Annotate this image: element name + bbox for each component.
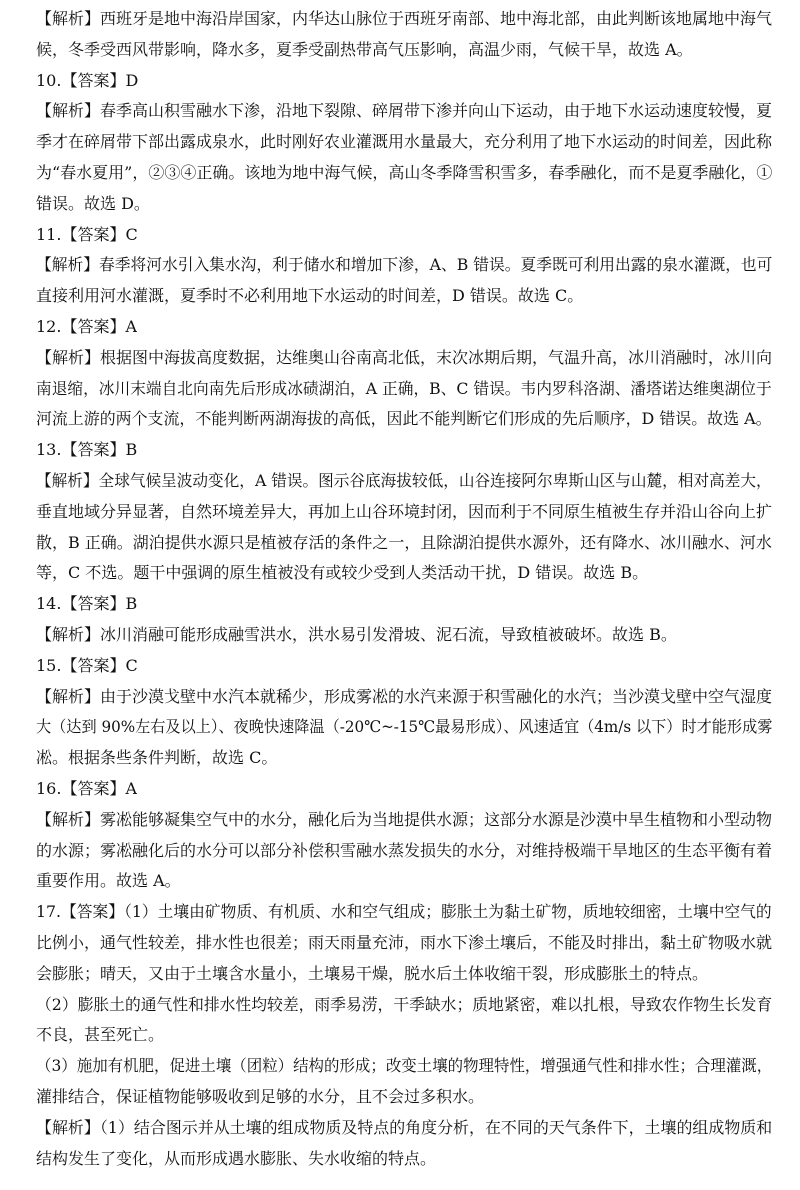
text-line: 16.【答案】A	[36, 779, 138, 798]
text-line: （2）膨胀土的通气性和排水性均较差，雨季易涝，干季缺水；质地紧密，难以扎根，导致农作物生长发育	[36, 994, 773, 1014]
text-line: 【解析】春季将河水引入集水沟，利于储水和增加下渗，A、B 错误。夏季既可利用出露的泉水灌溉，也可	[36, 255, 773, 275]
text-line: 散，B 正确。湖泊提供水源只是植被存活的条件之一，且除湖泊提供水源外，还有降水、冰川融水、河水	[36, 532, 772, 552]
text-line: 14.【答案】B	[36, 594, 138, 614]
text-line: 【解析】冰川消融可能形成融雪洪水，洪水易引发滑坡、泥石流，导致植被破坏。故选 B。	[36, 625, 677, 644]
text-line: 12.【答案】A	[36, 317, 138, 336]
text-line: 南退缩，冰川末端自北向南先后形成冰碛湖泊，A 正确，B、C 错误。韦内罗科洛湖、潘塔诺达维奥湖位于	[36, 378, 772, 398]
text-line: 【解析】全球气候呈波动变化，A 错误。图示谷底海拔较低，山谷连接阿尔卑斯山区与山麓，相对高差大，	[36, 471, 772, 490]
text-line: 比例小，通气性较差，排水性也很差；雨天雨量充沛，雨水下渗土壤后，不能及时排出，黏土矿物吸水就	[36, 933, 773, 952]
text-line: 垂直地域分异显著，自然环境差异大，再加上山谷环境封闭，因而利于不同原生植被生存并沿山谷向上扩	[36, 501, 773, 521]
text-line: 灌排结合，保证植物能够吸收到足够的水分，且不会过多积水。	[36, 1087, 485, 1106]
text-line: 结构发生了变化，从而形成遇水膨胀、失水收缩的特点。	[36, 1148, 437, 1168]
text-line: （3）施加有机肥，促进土壤（团粒）结构的形成；改变土壤的物理特性，增强通气性和排水性；合理灌溉，	[36, 1056, 773, 1076]
text-line: 不良，甚至死亡。	[36, 1025, 165, 1045]
text-line: 15.【答案】C	[36, 655, 138, 675]
text-line: 【解析】（1）结合图示并从土壤的组成物质及特点的角度分析，在不同的天气条件下，土壤的组成物质和	[36, 1117, 773, 1137]
text-line: 13.【答案】B	[36, 440, 138, 460]
text-line: 会膨胀；晴天，又由于土壤含水量小，土壤易干燥，脱水后土体收缩干裂，形成膨胀土的特点。	[36, 963, 709, 983]
text-line: 【解析】根据图中海拔高度数据，达维奥山谷南高北低，末次冰期后期，气温升高，冰川消融时，冰川向	[36, 347, 773, 367]
text-line: 等，C 不选。题干中强调的原生植被没有或较少受到人类活动干扰，D 错误。故选 B。	[36, 563, 649, 583]
text-line: 重要作用。故选 A。	[36, 871, 181, 891]
text-line: 为“春水夏用”，②③④正确。该地为地中海气候，高山冬季降雪积雪多，春季融化，而不是夏季融化，①	[36, 163, 773, 182]
text-line: 的水源；雾凇融化后的水分可以部分补偿积雪融水蒸发损失的水分，对维持极端干旱地区的生态平衡有着	[36, 840, 773, 860]
text-line: 凇。根据条些条件判断，故选 C。	[36, 748, 278, 768]
text-line: 【解析】由于沙漠戈壁中水汽本就稀少，形成雾凇的水汽来源于积雪融化的水汽；当沙漠戈壁中空气湿度	[36, 686, 773, 706]
text-line: 【解析】西班牙是地中海沿岸国家，内华达山脉位于西班牙南部、地中海北部，由此判断该地属地中海气	[36, 9, 773, 28]
text-line: 17.【答案】（1）土壤由矿物质、有机质、水和空气组成；膨胀土为黏土矿物，质地较细密，土壤中空气的	[36, 902, 772, 922]
text-line: 直接利用河水灌溉，夏季时不必利用地下水运动的时间差，D 错误。故选 C。	[36, 286, 584, 306]
text-line: 候，冬季受西风带影响，降水多，夏季受副热带高气压影响，高温少雨，气候干旱，故选 A。	[36, 39, 693, 59]
text-line: 【解析】雾凇能够凝集空气中的水分，融化后为当地提供水源；这部分水源是沙漠中旱生植物和小型动物	[36, 809, 773, 829]
text-line: 【解析】春季高山积雪融水下渗，沿地下裂隙、碎屑带下渗并向山下运动，由于地下水运动速度较慢，夏	[36, 101, 773, 121]
text-line: 错误。故选 D。	[36, 193, 150, 213]
text-line: 河流上游的两个支流，不能判断两湖海拔的高低，因此不能判断它们形成的先后顺序，D 错误。故选 A。	[36, 409, 772, 429]
text-line: 季才在碎屑带下部出露成泉水，此时刚好农业灌溉用水量最大，充分利用了地下水运动的时间差，因此称	[36, 132, 773, 152]
text-line: 大（达到 90%左右及以上）、夜晚快速降温（-20℃~-15℃最易形成）、风速适宜（4m/s 以下）时才能形成雾	[36, 717, 773, 737]
text-line: 11.【答案】C	[36, 224, 138, 244]
text-line: 10.【答案】D	[36, 70, 139, 90]
